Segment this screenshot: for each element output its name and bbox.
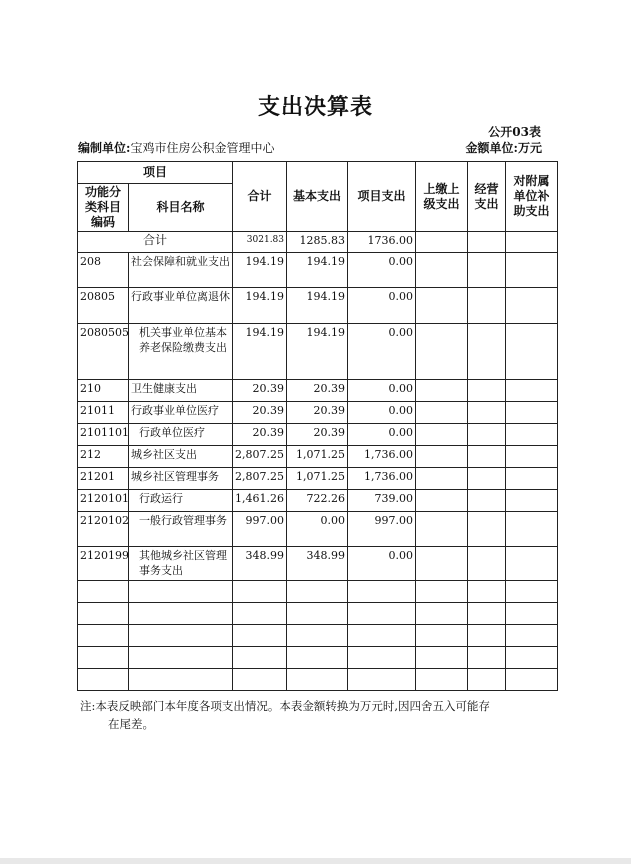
row-total: 997.00	[233, 512, 287, 547]
empty-row	[78, 669, 558, 691]
empty-row	[78, 581, 558, 603]
row-code: 2120199	[78, 547, 129, 581]
row-upper	[416, 288, 468, 324]
row-total: 2,807.25	[233, 446, 287, 468]
row-name: 行政运行	[129, 490, 233, 512]
total-amount: 3021.83	[233, 232, 287, 253]
empty-cell	[416, 647, 468, 669]
table-row	[78, 547, 558, 581]
empty-cell	[78, 647, 129, 669]
row-name: 社会保障和就业支出	[129, 253, 233, 288]
empty-cell	[506, 625, 558, 647]
row-total: 1,461.26	[233, 490, 287, 512]
table-row	[78, 324, 558, 380]
row-total: 194.19	[233, 288, 287, 324]
unit-value: 万元	[517, 141, 542, 155]
header-func-code: 功能分类科目编码	[78, 184, 129, 232]
row-subsidy	[506, 490, 558, 512]
empty-cell	[348, 581, 416, 603]
row-total: 194.19	[233, 324, 287, 380]
table-row	[78, 380, 558, 402]
row-name: 机关事业单位基本养老保险缴费支出	[129, 324, 233, 380]
empty-cell	[416, 581, 468, 603]
row-project: 0.00	[348, 253, 416, 288]
row-basic: 20.39	[287, 424, 348, 446]
empty-cell	[129, 647, 233, 669]
row-project: 739.00	[348, 490, 416, 512]
total-subsidy	[506, 232, 558, 253]
table-row	[78, 446, 558, 468]
form-number: 公开03表	[488, 125, 541, 139]
empty-cell	[233, 669, 287, 691]
empty-cell	[129, 581, 233, 603]
table-row	[78, 512, 558, 547]
row-subsidy	[506, 468, 558, 490]
org-label: 编制单位:	[78, 141, 131, 155]
row-code: 20805	[78, 288, 129, 324]
row-upper	[416, 324, 468, 380]
row-total: 348.99	[233, 547, 287, 581]
row-code: 212	[78, 446, 129, 468]
row-code: 208	[78, 253, 129, 288]
empty-row	[78, 647, 558, 669]
row-project: 0.00	[348, 288, 416, 324]
empty-cell	[506, 581, 558, 603]
row-name: 行政事业单位离退休	[129, 288, 233, 324]
row-subsidy	[506, 446, 558, 468]
empty-cell	[468, 625, 506, 647]
row-code: 2120102	[78, 512, 129, 547]
footnote-line-2: 在尾差。	[108, 717, 154, 731]
empty-cell	[287, 669, 348, 691]
row-basic: 20.39	[287, 402, 348, 424]
row-business	[468, 512, 506, 547]
row-basic: 194.19	[287, 288, 348, 324]
org-name: 宝鸡市住房公积金管理中心	[130, 141, 275, 155]
row-code: 21201	[78, 468, 129, 490]
row-business	[468, 253, 506, 288]
row-project: 0.00	[348, 424, 416, 446]
empty-cell	[506, 603, 558, 625]
page-title: 支出决算表	[257, 95, 373, 120]
empty-cell	[468, 669, 506, 691]
empty-cell	[416, 669, 468, 691]
row-upper	[416, 468, 468, 490]
row-subsidy	[506, 424, 558, 446]
row-name: 其他城乡社区管理事务支出	[129, 547, 233, 581]
row-business	[468, 446, 506, 468]
row-business	[468, 324, 506, 380]
empty-cell	[129, 603, 233, 625]
empty-cell	[506, 647, 558, 669]
empty-cell	[287, 603, 348, 625]
expenditure-table	[77, 161, 558, 691]
row-business	[468, 380, 506, 402]
row-business	[468, 468, 506, 490]
empty-row	[78, 603, 558, 625]
row-business	[468, 288, 506, 324]
row-upper	[416, 512, 468, 547]
empty-cell	[348, 603, 416, 625]
row-upper	[416, 490, 468, 512]
row-project: 0.00	[348, 547, 416, 581]
row-upper	[416, 253, 468, 288]
empty-cell	[348, 669, 416, 691]
header-subsidy: 对附属单位补助支出	[506, 162, 558, 232]
total-label: 合计	[78, 232, 233, 253]
row-business	[468, 402, 506, 424]
row-business	[468, 547, 506, 581]
table-row	[78, 490, 558, 512]
row-name: 一般行政管理事务	[129, 512, 233, 547]
row-subsidy	[506, 324, 558, 380]
empty-cell	[416, 603, 468, 625]
empty-cell	[506, 669, 558, 691]
row-business	[468, 424, 506, 446]
empty-cell	[233, 581, 287, 603]
empty-cell	[78, 581, 129, 603]
empty-cell	[233, 647, 287, 669]
header-upper: 上缴上级支出	[416, 162, 468, 232]
row-upper	[416, 424, 468, 446]
row-name: 城乡社区管理事务	[129, 468, 233, 490]
row-basic: 0.00	[287, 512, 348, 547]
empty-cell	[78, 603, 129, 625]
row-name: 卫生健康支出	[129, 380, 233, 402]
row-business	[468, 490, 506, 512]
empty-cell	[287, 625, 348, 647]
row-project: 997.00	[348, 512, 416, 547]
empty-cell	[416, 625, 468, 647]
header-info-line	[78, 139, 542, 155]
row-total: 2,807.25	[233, 468, 287, 490]
row-basic: 1,071.25	[287, 468, 348, 490]
table-row	[78, 468, 558, 490]
row-subsidy	[506, 512, 558, 547]
empty-cell	[287, 581, 348, 603]
unit-info	[466, 139, 542, 156]
row-name: 城乡社区支出	[129, 446, 233, 468]
header-project: 项目	[78, 162, 233, 184]
empty-cell	[233, 603, 287, 625]
header-basic: 基本支出	[287, 162, 348, 232]
row-total: 194.19	[233, 253, 287, 288]
row-total: 20.39	[233, 424, 287, 446]
row-code: 21011	[78, 402, 129, 424]
unit-label: 金额单位:	[465, 141, 518, 155]
row-subsidy	[506, 288, 558, 324]
empty-cell	[78, 625, 129, 647]
row-basic: 20.39	[287, 380, 348, 402]
row-project: 0.00	[348, 380, 416, 402]
page-bottom-edge	[0, 858, 631, 864]
empty-cell	[233, 625, 287, 647]
row-project: 0.00	[348, 324, 416, 380]
row-project: 1,736.00	[348, 468, 416, 490]
empty-cell	[129, 625, 233, 647]
row-code: 210	[78, 380, 129, 402]
row-subsidy	[506, 380, 558, 402]
row-basic: 348.99	[287, 547, 348, 581]
total-upper	[416, 232, 468, 253]
row-basic: 194.19	[287, 324, 348, 380]
table-row	[78, 402, 558, 424]
row-code: 2120101	[78, 490, 129, 512]
empty-cell	[287, 647, 348, 669]
row-upper	[416, 547, 468, 581]
footnote	[80, 697, 550, 733]
row-subsidy	[506, 547, 558, 581]
total-project: 1736.00	[348, 232, 416, 253]
row-subsidy	[506, 253, 558, 288]
row-upper	[416, 402, 468, 424]
header-subject-name: 科目名称	[129, 184, 233, 232]
empty-cell	[348, 647, 416, 669]
row-basic: 722.26	[287, 490, 348, 512]
empty-row	[78, 625, 558, 647]
row-project: 1,736.00	[348, 446, 416, 468]
org-info	[78, 139, 274, 156]
row-total: 20.39	[233, 380, 287, 402]
row-subsidy	[506, 402, 558, 424]
row-project: 0.00	[348, 402, 416, 424]
table-row	[78, 424, 558, 446]
footnote-line-1: 注:本表反映部门本年度各项支出情况。本表金额转换为万元时,因四舍五入可能存	[80, 699, 491, 713]
empty-cell	[468, 581, 506, 603]
row-code: 2101101	[78, 424, 129, 446]
row-upper	[416, 446, 468, 468]
row-basic: 1,071.25	[287, 446, 348, 468]
total-basic: 1285.83	[287, 232, 348, 253]
header-business: 经营支出	[468, 162, 506, 232]
row-total: 20.39	[233, 402, 287, 424]
table-row	[78, 253, 558, 288]
total-business	[468, 232, 506, 253]
empty-cell	[348, 625, 416, 647]
empty-cell	[468, 647, 506, 669]
empty-cell	[468, 603, 506, 625]
row-upper	[416, 380, 468, 402]
row-basic: 194.19	[287, 253, 348, 288]
empty-cell	[78, 669, 129, 691]
row-name: 行政事业单位医疗	[129, 402, 233, 424]
total-row	[78, 232, 558, 253]
row-code: 2080505	[78, 324, 129, 380]
table-row	[78, 288, 558, 324]
row-name: 行政单位医疗	[129, 424, 233, 446]
header-project-expense: 项目支出	[348, 162, 416, 232]
empty-cell	[129, 669, 233, 691]
header-total: 合计	[233, 162, 287, 232]
